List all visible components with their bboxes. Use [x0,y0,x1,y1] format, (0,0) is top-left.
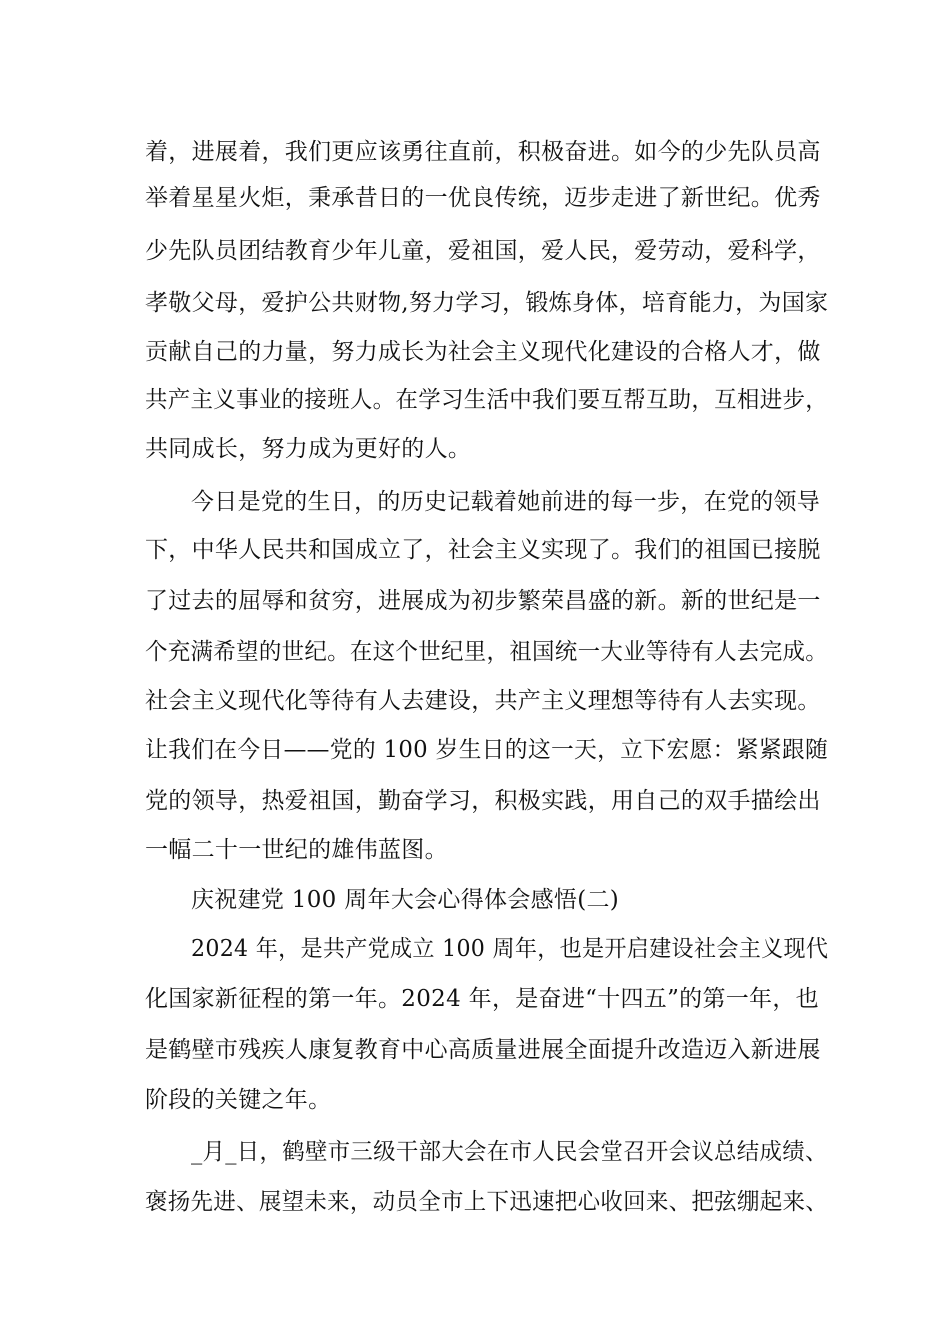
text-line: 着，进展着，我们更应该勇往直前，积极奋进。如今的少先队员高 [145,139,821,165]
text-line: 是鹤壁市残疾人康复教育中心高质量进展全面提升改造迈入新进展 [145,1037,821,1063]
text-line: 少先队员团结教育少年儿童，爱祖国，爱人民，爱劳动，爱科学， [145,238,821,264]
text-line: 一幅二十一世纪的雄伟蓝图。 [145,837,448,863]
text-line: 贡献自己的力量，努力成长为社会主义现代化建设的合格人才，做 [145,339,821,365]
section-heading: 庆祝建党 100 周年大会心得体会感悟(二) [191,887,620,913]
text-line: 社会主义现代化等待有人去建设，共产主义理想等待有人去实现。 [145,688,821,714]
text-line: 个充满希望的世纪。在这个世纪里，祖国统一大业等待有人去完成。 [145,639,828,665]
text-line: 举着星星火炬，秉承昔日的一优良传统，迈步走进了新世纪。优秀 [145,185,821,211]
text-line: 让我们在今日——党的 100 岁生日的这一天，立下宏愿：紧紧跟随 [145,737,829,763]
text-line: 党的领导，热爱祖国，勤奋学习，积极实践，用自己的双手描绘出 [145,788,821,814]
text-line: 下，中华人民共和国成立了，社会主义实现了。我们的祖国已接脱 [145,537,821,563]
text-line: 孝敬父母，爱护公共财物,努力学习，锻炼身体，培育能力，为国家 [145,290,829,316]
paragraph-first-line: _月_日，鹤壁市三级干部大会在市人民会堂召开会议总结成绩、 [191,1139,828,1165]
paragraph-first-line: 2024 年，是共产党成立 100 周年，也是开启建设社会主义现代 [191,936,829,962]
text-line: 阶段的关键之年。 [145,1087,332,1113]
text-line: 共产主义事业的接班人。在学习生活中我们要互帮互助，互相进步， [145,387,828,413]
text-line: 褒扬先进、展望未来，动员全市上下迅速把心收回来、把弦绷起来、 [145,1189,828,1215]
text-line: 化国家新征程的第一年。2024 年，是奋进“十四五”的第一年，也 [145,986,819,1012]
paragraph-first-line: 今日是党的生日，的历史记载着她前进的每一步，在党的领导 [191,489,821,515]
text-line: 了过去的屈辱和贫穷，进展成为初步繁荣昌盛的新。新的世纪是一 [145,588,821,614]
text-line: 共同成长，努力成为更好的人。 [145,436,472,462]
